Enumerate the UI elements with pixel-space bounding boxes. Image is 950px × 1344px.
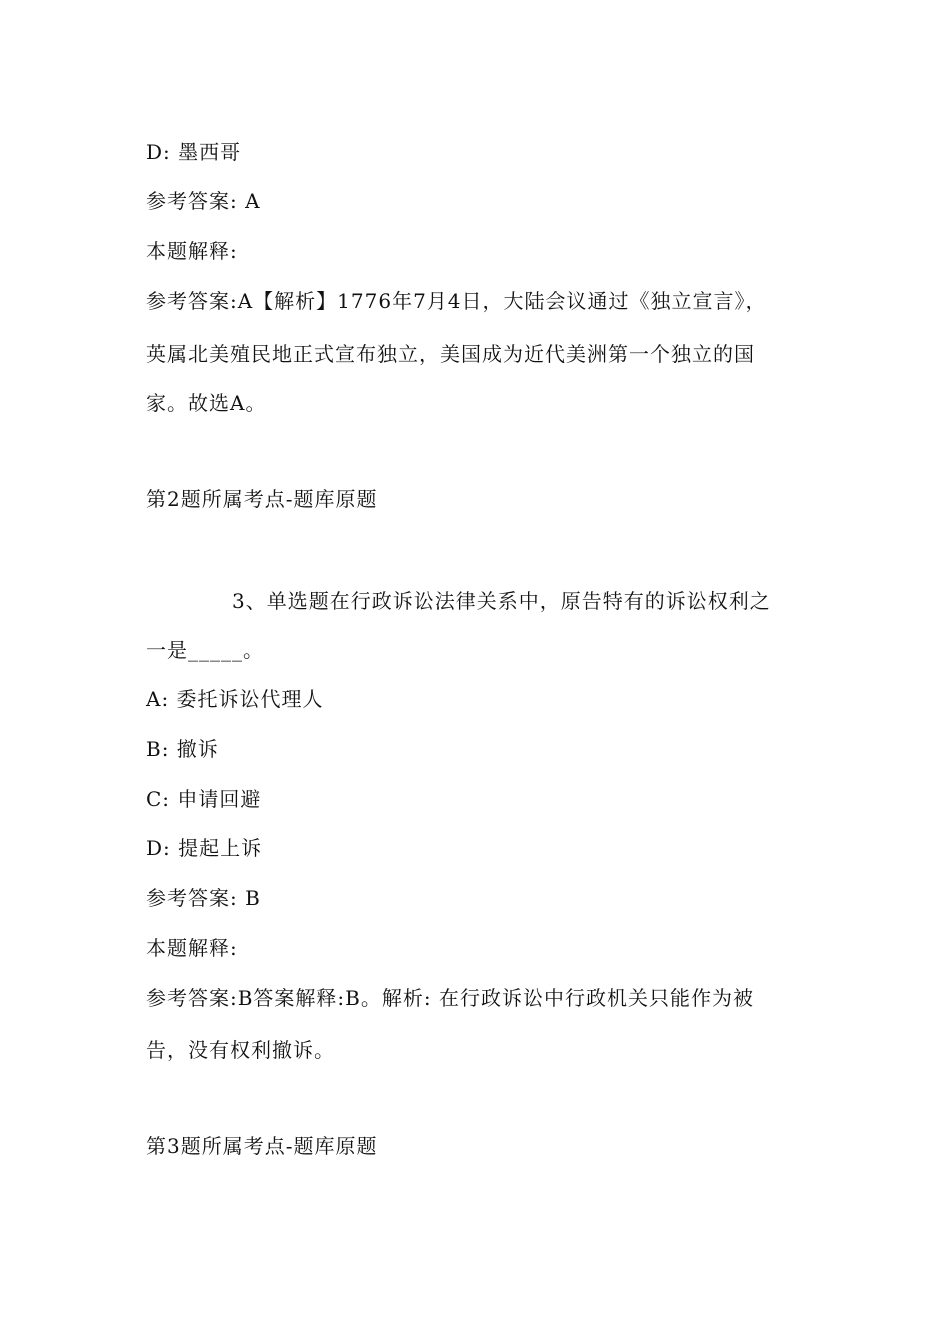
q3-topic: 第3题所属考点-题库原题: [146, 1134, 378, 1158]
q3-explain-label: 本题解释:: [146, 936, 238, 960]
q3-option-d: D: 提起上诉: [146, 836, 263, 860]
q3-option-a: A: 委托诉讼代理人: [146, 687, 324, 711]
q3-explain-line-2: 告，没有权利撤诉。: [146, 1038, 335, 1062]
q3-explain-line-1: 参考答案:B答案解释:B。解析: 在行政诉讼中行政机关只能作为被: [146, 986, 754, 1010]
q3-answer: 参考答案: B: [146, 886, 261, 910]
q3-option-b: B: 撤诉: [146, 737, 219, 761]
q2-explain-label: 本题解释:: [146, 239, 238, 263]
q2-answer: 参考答案: A: [146, 189, 261, 213]
q3-question-line-2: 一是_____。: [146, 638, 264, 662]
q2-topic: 第2题所属考点-题库原题: [146, 487, 378, 511]
q2-explain-line-1: 参考答案:A【解析】1776年7月4日，大陆会议通过《独立宣言》，: [146, 289, 767, 313]
q2-option-d: D: 墨西哥: [146, 140, 242, 164]
q3-option-c: C: 申请回避: [146, 787, 262, 811]
q2-explain-line-2: 英属北美殖民地正式宣布独立，美国成为近代美洲第一个独立的国: [146, 342, 755, 366]
q3-question-line-1: 3、单选题在行政诉讼法律关系中，原告特有的诉讼权利之: [232, 589, 771, 613]
q2-explain-line-3: 家。故选A。: [146, 391, 267, 415]
